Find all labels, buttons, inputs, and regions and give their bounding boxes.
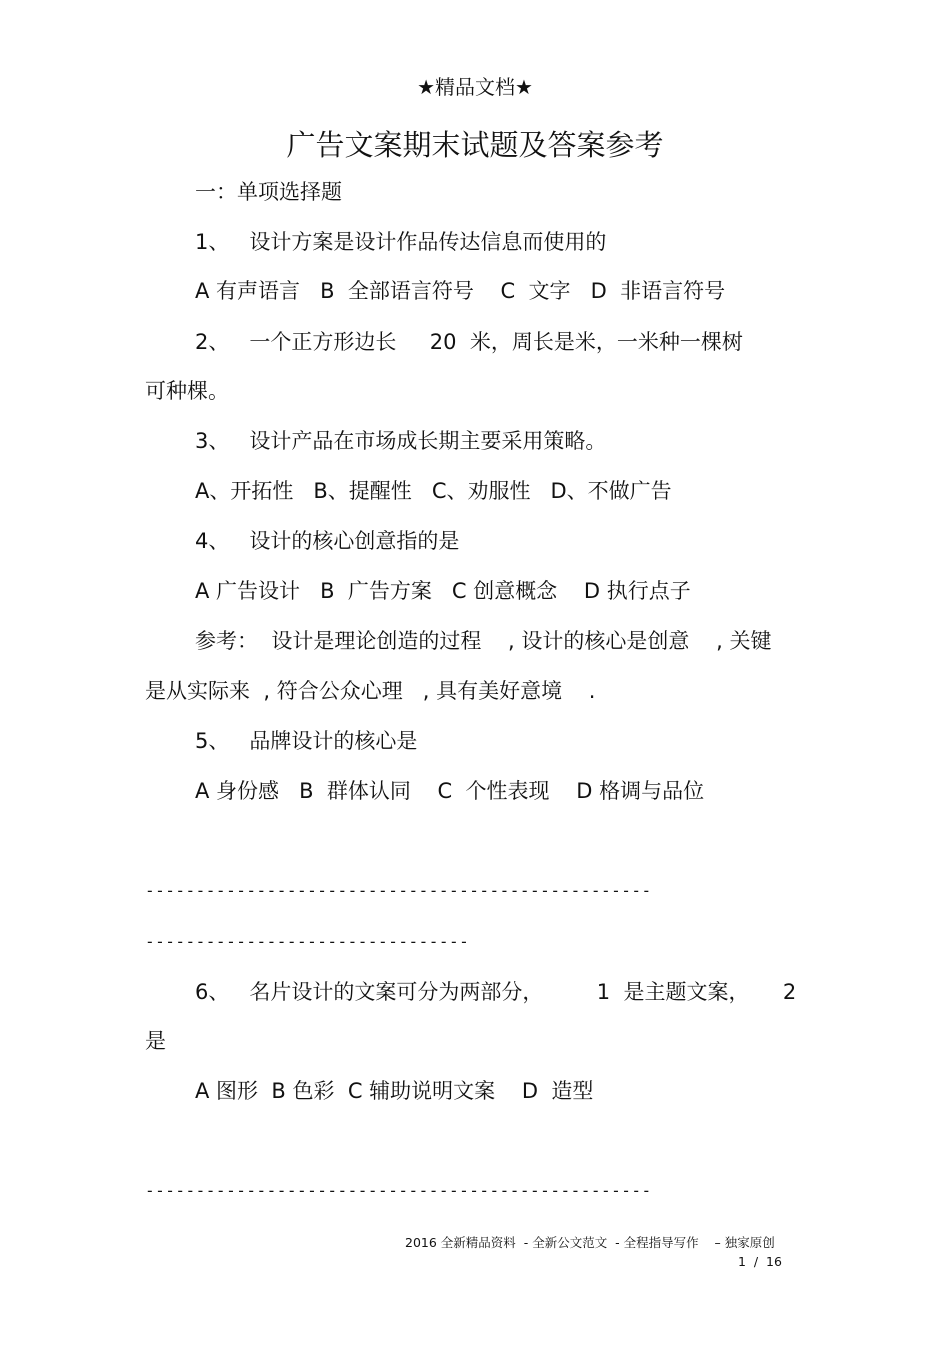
dashed-separator: -------------------------------------------------- [145, 881, 652, 900]
question-2-continued: 可种棵。 [145, 379, 229, 403]
footer-text: 2016 全新精品资料 - 全新公文范文 - 全程指导写作 – 独家原创 [405, 1235, 775, 1250]
question-6: 6、 名片设计的文案可分为两部分， 1 是主题文案， 2 [195, 980, 797, 1004]
reference-note-continued: 是从实际来 , 符合公众心理 , 具有美好意境 . [145, 679, 596, 703]
question-4: 4、 设计的核心创意指的是 [195, 529, 460, 553]
section-heading: 一：单项选择题 [195, 180, 342, 204]
question-3-options: A、开拓性 B、提醒性 C、劝服性 D、不做广告 [195, 479, 672, 503]
question-2: 2、 一个正方形边长 20 米，周长是米，一米种一棵树 [195, 330, 743, 354]
question-5: 5、 品牌设计的核心是 [195, 729, 418, 753]
question-5-options: A 身份感 B 群体认同 C 个性表现 D 格调与品位 [195, 779, 705, 803]
dashed-separator: -------------------------------------------------- [145, 1181, 652, 1200]
reference-note: 参考： 设计是理论创造的过程 , 设计的核心是创意 , 关键 [195, 629, 772, 653]
question-1-options: A 有声语言 B 全部语言符号 C 文字 D 非语言符号 [195, 279, 726, 303]
page-number: 1 / 16 [738, 1254, 782, 1269]
question-6-continued: 是 [145, 1029, 166, 1053]
dashed-separator: -------------------------------- [145, 932, 470, 951]
document-title: 广告文案期末试题及答案参考 [286, 128, 664, 162]
question-3: 3、 设计产品在市场成长期主要采用策略。 [195, 429, 607, 453]
question-4-options: A 广告设计 B 广告方案 C 创意概念 D 执行点子 [195, 579, 691, 603]
top-banner: ★精品文档★ [417, 75, 533, 99]
question-1: 1、 设计方案是设计作品传达信息而使用的 [195, 230, 607, 254]
question-6-options: A 图形 B 色彩 C 辅助说明文案 D 造型 [195, 1079, 594, 1103]
